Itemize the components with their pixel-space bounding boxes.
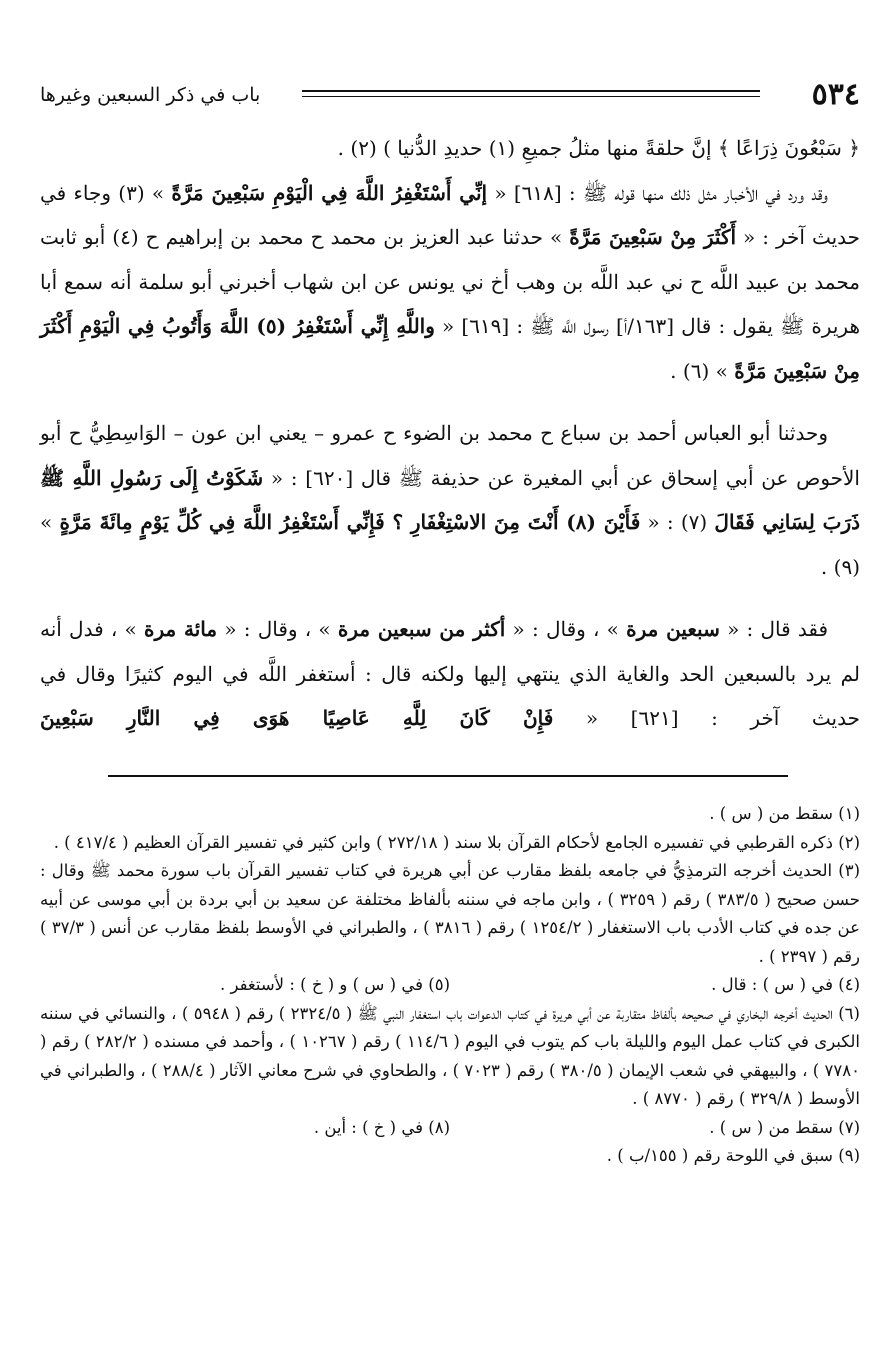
hadith-quote: فَإِنْ كَانَ لِلَّهِ عَاصِيًا هَوَى فِي النَّارِ سَبْعِينَ [40, 706, 554, 730]
footnote-row-7-8 [40, 1114, 860, 1143]
footnote-7: (٧) سقط من ( س ) . [709, 1117, 860, 1137]
hadith-quote: واللَّهِ إِنِّي أَسْتَغْفِرُ (٥) اللَّهَ وَأَتُوبُ فِي الْيَوْمِ أَكْثَرَ مِنْ سَبْعِينَ مَرَّةً [40, 314, 860, 383]
paragraph-3: وحدثنا أبو العباس أحمد بن سباع ح محمد بن الضوء ح عمرو – يعني ابن عون – الوَاسِطِيُّ ح أبو الأحوص عن أبي إسحاق عن أبي المغيرة عن حذيفة ﷺ قال [٦٢٠] : « شَكَوْتُ إِلَى رَسُولِ اللَّهِ ﷺ ذَرَبَ لِسَانِي فَقَالَ (٧) : « فَأَيْنَ (٨) أَنْتَ مِنَ الاسْتِغْفَارِ ؟ فَإِنِّي أَسْتَغْفِرُ اللَّهَ فِي كُلِّ يَوْمٍ مِائَةَ مَرَّةٍ » (٩) . [40, 421, 861, 579]
hadith-quote: أَكْثَرَ مِنْ سَبْعِينَ مَرَّةً [569, 225, 737, 249]
footnote-8: (٨) في ( خ ) : أين . [313, 1117, 450, 1137]
footnote-3: (٣) الحديث أخرجه الترمذِيُّ في جامعه بلفظ مقارب عن أبي هريرة في كتاب تفسير القرآن باب سورة محمد ﷺ وقال : حسن صحيح ( ٣٨٣/٥ ) رقم ( ٣٢٥٩ ) ، وابن ماجه في سننه بألفاظ مختلفة عن سعيد بن أبي بردة بن أبي موسى عن أبيه عن جده في كتاب الأدب باب الاستغفار ( ١٢٥٤/٢ ) رقم ( ٣٨١٦ ) ، والطبراني في الأوسط بلفظ مقارب عن أنس ( ٣٧/٣ ) رقم ( ٢٣٩٧ ) . [40, 861, 860, 966]
hadith-quote: فَأَيْنَ (٨) أَنْتَ مِنَ الاسْتِغْفَارِ ؟ فَإِنِّي أَسْتَغْفِرُ اللَّهَ فِي كُلِّ يَوْمٍ مِائَةَ مَرَّةٍ [59, 510, 641, 534]
quoted-phrase: أكثر من سبعين مرة [337, 617, 506, 641]
main-text [40, 126, 860, 741]
hadith-quote: شَكَوْتُ إِلَى رَسُولِ اللَّهِ ﷺ ذَرَبَ لِسَانِي فَقَالَ [40, 465, 861, 534]
quoted-phrase: مائة مرة [143, 617, 218, 641]
paragraph-2: وقد ورد في الأخبار مثل ذلك منها قوله ﷺ : [٦١٨] « إنِّي أَسْتَغْفِرُ اللَّهَ فِي الْيَوْمِ سَبْعِينَ مَرَّةً » (٣) وجاء في حديث آخر : « أَكْثَرَ مِنْ سَبْعِينَ مَرَّةً » حدثنا عبد العزيز بن محمد ح محمد بن إبراهيم ح (٤) أبو ثابت محمد بن عبيد اللَّه ح ني عبد اللَّه بن وهب أخ ني يونس عن ابن شهاب أخبرني أبو سلمة أنه سمع أبا هريرة ﷺ يقول : قال [١٦٣/أ] رسول اللَّه ﷺ : [٦١٩] « واللَّهِ إِنِّي أَسْتَغْفِرُ (٥) اللَّهَ وَأَتُوبُ فِي الْيَوْمِ أَكْثَرَ مِنْ سَبْعِينَ مَرَّةً » (٦) . [40, 180, 861, 383]
footnote-9: (٩) سبق في اللوحة رقم ( ١٥٥/ب ) . [606, 1146, 860, 1165]
paragraph-1: ﴿ سَبْعُونَ ذِرَاعًا ﴾ إنَّ حلقةً منها مثلُ جميعِ (١) حديدِ الدُّنيا ) (٢) . [337, 136, 860, 160]
footnotes [40, 800, 860, 1171]
footnote-separator [108, 775, 788, 777]
page-number: ٥٣٤ [811, 77, 860, 112]
running-title: باب في ذكر السبعين وغيرها [40, 84, 261, 106]
footnote-row-4-5 [40, 971, 860, 1000]
footnote-1: (١) سقط من ( س ) . [709, 804, 860, 823]
quoted-phrase: سبعين مرة [626, 617, 720, 641]
footnote-2: (٢) ذكره القرطبي في تفسيره الجامع لأحكام القرآن بلا سند ( ٢٧٢/١٨ ) وابن كثير في تفسير القرآن العظيم ( ٤١٧/٤ ) . [53, 832, 860, 852]
footnote-4: (٤) في ( س ) : قال . [711, 975, 860, 994]
paragraph-4: فقد قال : « سبعين مرة » ، وقال : « أكثر من سبعين مرة » ، وقال : « مائة مرة » ، فدل أنه لم يرد بالسبعين الحد والغاية الذي ينتهي إليها ولكنه قال : أستغفر اللَّه في اليوم كثيرًا وقال في حديث آخر : [٦٢١] « فَإِنْ كَانَ لِلَّهِ عَاصِيًا هَوَى فِي النَّارِ سَبْعِينَ [40, 617, 860, 730]
header-rule [302, 90, 760, 97]
footnote-6: (٦) الحديث أخرجه البخاري في صحيحه بألفاظ متقاربة عن أبي هريرة في كتاب الدعوات باب استغفار النبي ﷺ ( ٢٣٢٤/٥ ) رقم ( ٥٩٤٨ ) ، والنسائي في سننه الكبرى في كتاب عمل اليوم والليلة باب كم يتوب في اليوم ( ١١٤/٦ ) رقم ( ١٠٢٦٧ ) ، وأحمد في مسنده ( ٢٨٢/٢ ) رقم ( ٧٧٨٠ ) ، والبيهقي في شعب الإيمان ( ٣٨٠/٥ ) رقم ( ٧٠٢٣ ) ، والطحاوي في شرح معاني الآثار ( ٢٨٨/٤ ) ، والطبراني في الأوسط ( ٣٢٩/٨ ) رقم ( ٨٧٧٠ ) . [40, 1003, 861, 1108]
footnote-5: (٥) في ( س ) و ( خ ) : لأستغفر . [219, 975, 450, 994]
page-header [40, 76, 860, 116]
hadith-quote: إنِّي أَسْتَغْفِرُ اللَّهَ فِي الْيَوْمِ سَبْعِينَ مَرَّةً [171, 180, 488, 205]
